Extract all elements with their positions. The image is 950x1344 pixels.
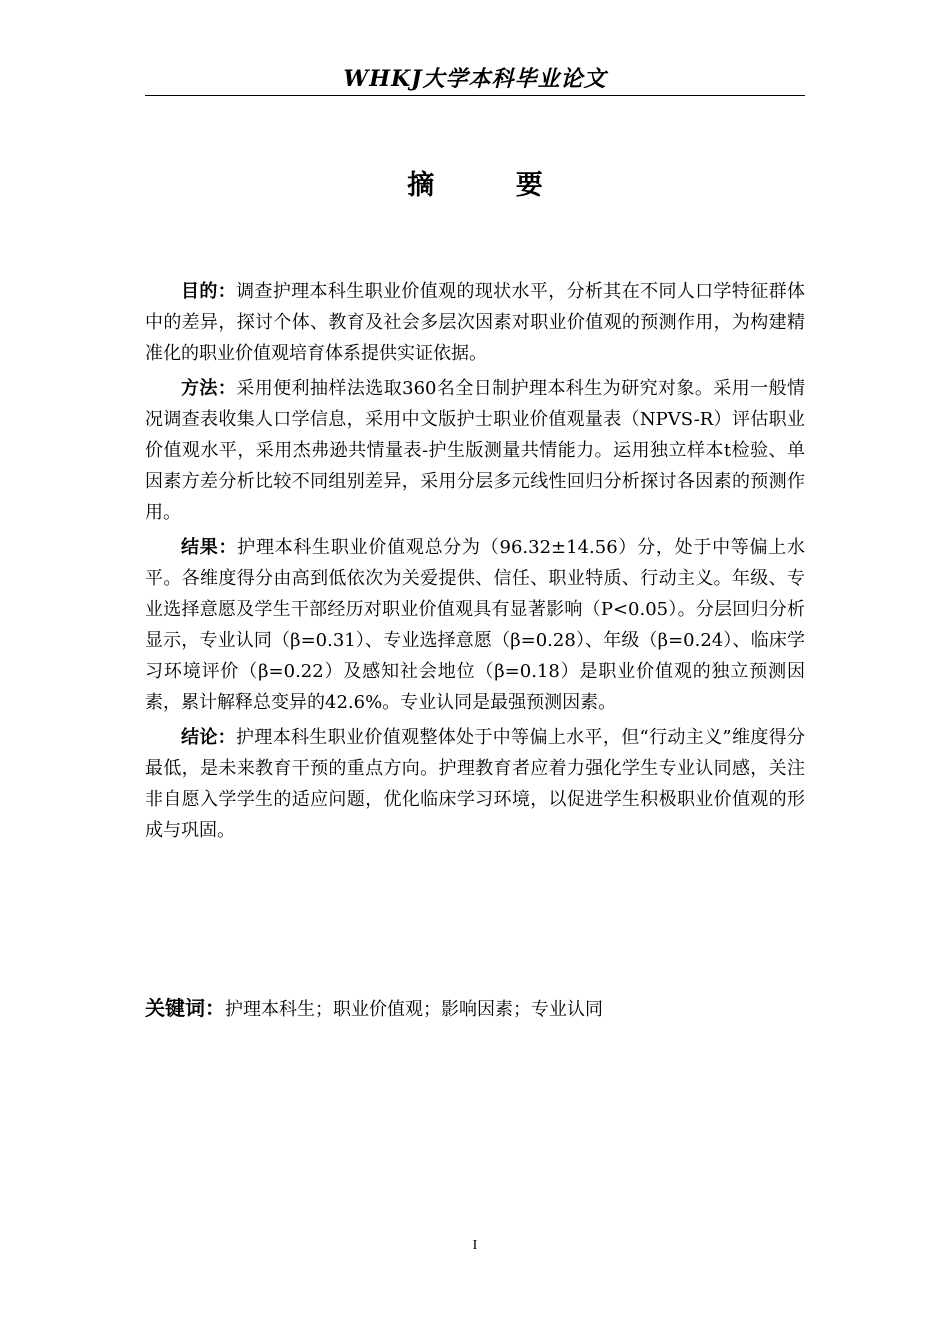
abstract-body (145, 276, 805, 850)
objective-label: 目的： (181, 281, 237, 302)
page-title: 摘 要 (407, 170, 579, 201)
running-header: WHKJ大学本科毕业论文 (343, 66, 607, 92)
abstract-methods (145, 373, 805, 528)
objective-text: 调查护理本科生职业价值观的现状水平，分析其在不同人口学特征群体中的差异，探讨个体、教育及社会多层次因素对职业价值观的预测作用，为构建精准化的职业价值观培育体系提供实证依据。 (145, 281, 805, 364)
results-text: 护理本科生职业价值观总分为（96.32±14.56）分，处于中等偏上水平。各维度得分由高到低依次为关爱提供、信任、职业特质、行动主义。年级、专业选择意愿及学生干部经历对职业价值观具有显著影响（P<0.05）。分层回归分析显示，专业认同（β=0.31）、专业选择意愿（β=0.28）、年级（β=0.24）、临床学习环境评价（β=0.22）及感知社会地位（β=0.18）是职业价值观的独立预测因素，累计解释总变异的42.6%。专业认同是最强预测因素。 (145, 537, 806, 713)
keywords-label: 关键词： (145, 996, 225, 1020)
keywords-text: 护理本科生；职业价值观；影响因素；专业认同 (225, 999, 603, 1020)
results-label: 结果： (181, 537, 238, 558)
methods-text: 采用便利抽样法选取360名全日制护理本科生为研究对象。采用一般情况调查表收集人口学信息，采用中文版护士职业价值观量表（NPVS-R）评估职业价值观水平，采用杰弗逊共情量表-护生版测量共情能力。运用独立样本t检验、单因素方差分析比较不同组别差异，采用分层多元线性回归分析探讨各因素的预测作用。 (145, 378, 805, 523)
abstract-results (145, 532, 805, 718)
methods-label: 方法： (181, 378, 237, 399)
conclusion-label: 结论： (181, 727, 237, 748)
keywords-line (145, 993, 805, 1025)
page-number: I (472, 1238, 478, 1253)
abstract-objective (145, 276, 805, 369)
conclusion-text: 护理本科生职业价值观整体处于中等偏上水平，但“行动主义”维度得分最低，是未来教育干预的重点方向。护理教育者应着力强化学生专业认同感，关注非自愿入学学生的适应问题，优化临床学习环境，以促进学生积极职业价值观的形成与巩固。 (145, 727, 806, 841)
abstract-conclusion (145, 722, 805, 846)
header-rule (145, 95, 805, 96)
